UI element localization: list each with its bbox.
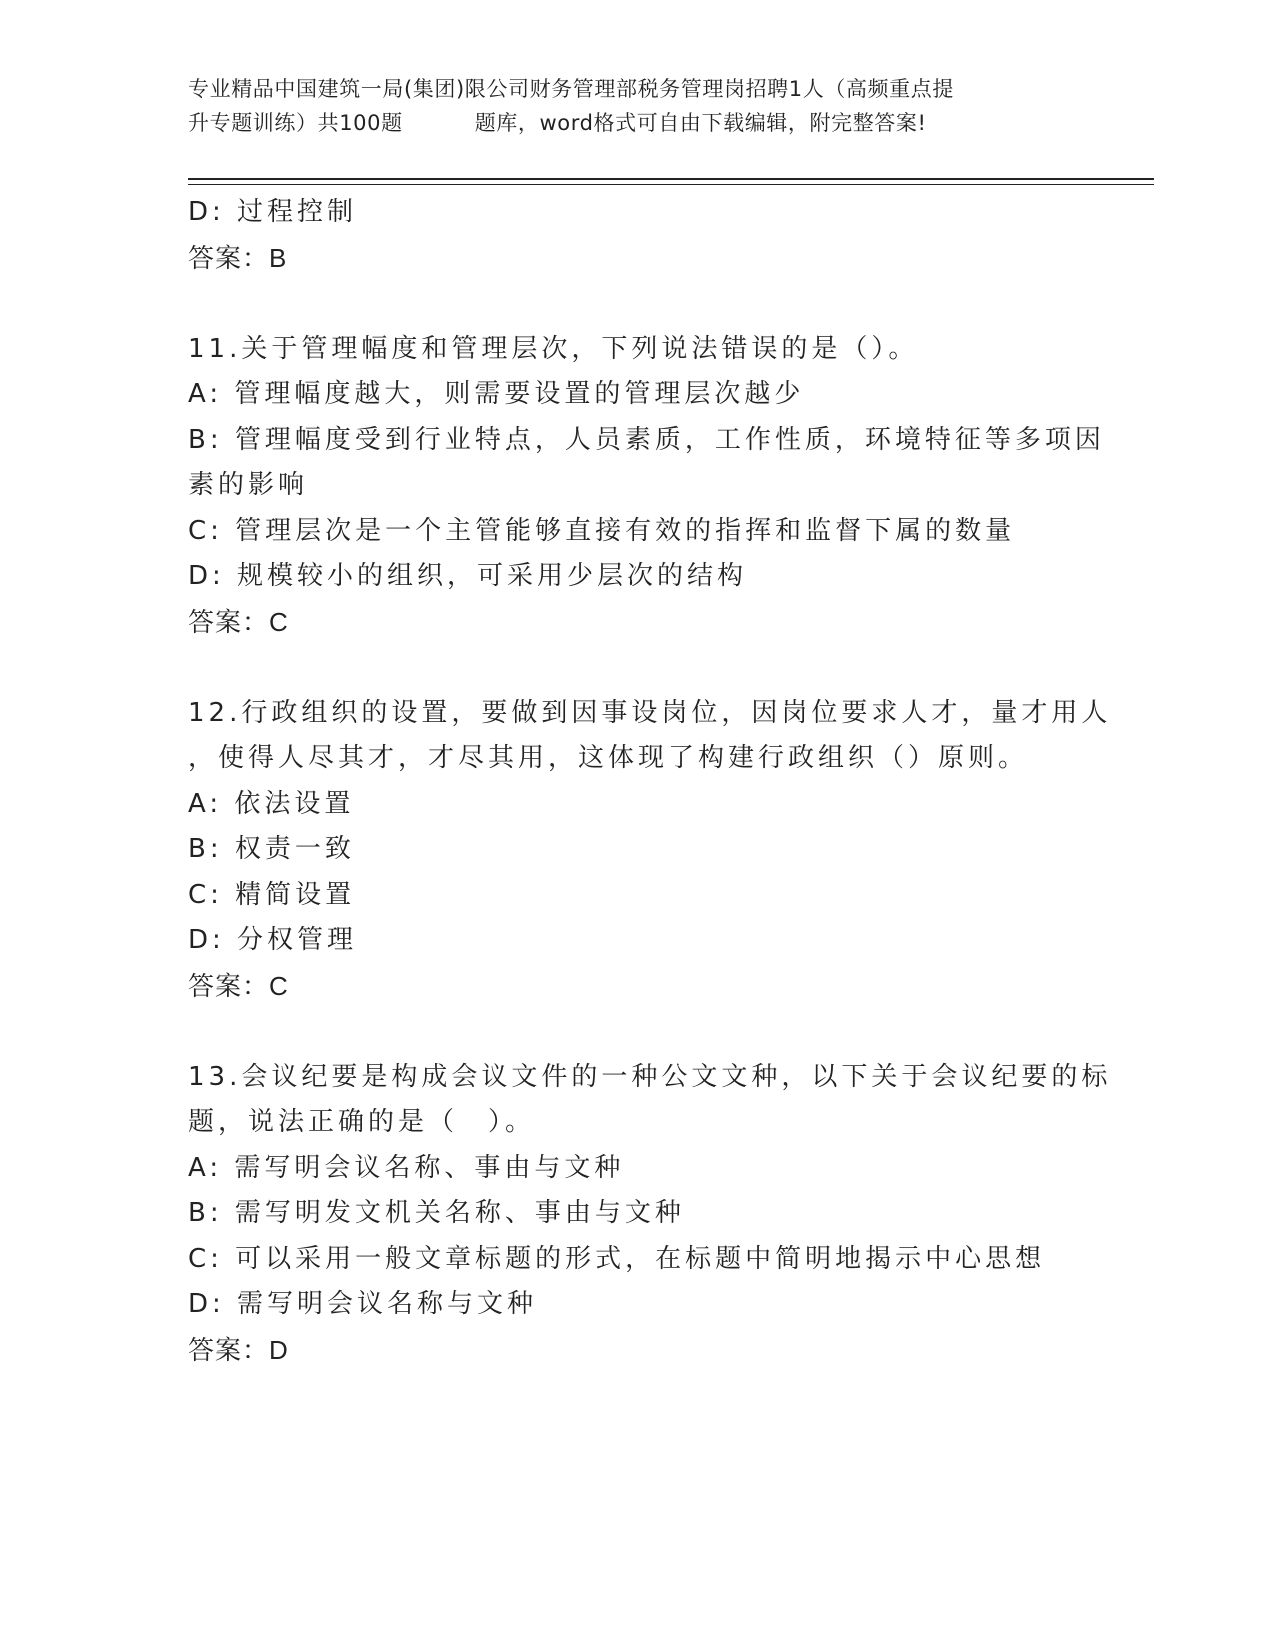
q13-option-d: D: 需写明会议名称与文种	[188, 1289, 538, 1319]
q12-option-c: C: 精简设置	[188, 879, 356, 910]
header-line-1: 专业精品中国建筑一局(集团)限公司财务管理部税务管理岗招聘1人（高频重点提	[188, 77, 954, 101]
q13-option-c: C: 可以采用一般文章标题的形式，在标题中简明地揭示中心思想	[188, 1243, 1046, 1274]
header-line-2	[188, 106, 1128, 140]
prev-answer: 答案：B	[188, 242, 288, 273]
q12-answer: 答案：C	[188, 970, 289, 1001]
q13-stem: 13.会议纪要是构成会议文件的一种公文文种，以下关于会议纪要的标	[188, 1061, 1112, 1092]
header-divider-thin	[188, 184, 1154, 185]
q13-option-a: A: 需写明会议名称、事由与文种	[188, 1152, 625, 1183]
q11-answer: 答案：C	[188, 606, 289, 637]
q11-option-b-cont: 素的影响	[188, 470, 309, 500]
q11-stem: 11.关于管理幅度和管理层次，下列说法错误的是（）。	[188, 333, 919, 364]
q11-option-a: A: 管理幅度越大，则需要设置的管理层次越少	[188, 379, 805, 409]
q12-stem-cont: ，使得人尽其才，才尽其用，这体现了构建行政组织（）原则。	[188, 743, 1029, 773]
q11-option-b: B: 管理幅度受到行业特点，人员素质，工作性质，环境特征等多项因	[188, 424, 1105, 455]
q12-option-b: B: 权责一致	[188, 834, 355, 864]
prev-option-d: D: 过程控制	[188, 197, 358, 227]
q13-option-b: B: 需写明发文机关名称、事由与文种	[188, 1198, 685, 1228]
header-divider	[188, 178, 1154, 180]
question-body	[188, 190, 1112, 1373]
q12-option-d: D: 分权管理	[188, 925, 358, 955]
header-line-2-left: 升专题训练）共100题	[188, 111, 403, 135]
q11-option-d: D: 规模较小的组织，可采用少层次的结构	[188, 561, 748, 591]
q12-stem: 12.行政组织的设置，要做到因事设岗位，因岗位要求人才，量才用人	[188, 697, 1112, 728]
header-line-2-right: 题库，word格式可自由下载编辑，附完整答案!	[474, 111, 927, 135]
q13-stem-cont: 题，说法正确的是（ ）。	[188, 1107, 536, 1137]
q13-answer: 答案：D	[188, 1334, 289, 1365]
q12-option-a: A: 依法设置	[188, 788, 355, 819]
page-header	[188, 72, 1128, 140]
q11-option-c: C: 管理层次是一个主管能够直接有效的指挥和监督下属的数量	[188, 515, 1016, 546]
